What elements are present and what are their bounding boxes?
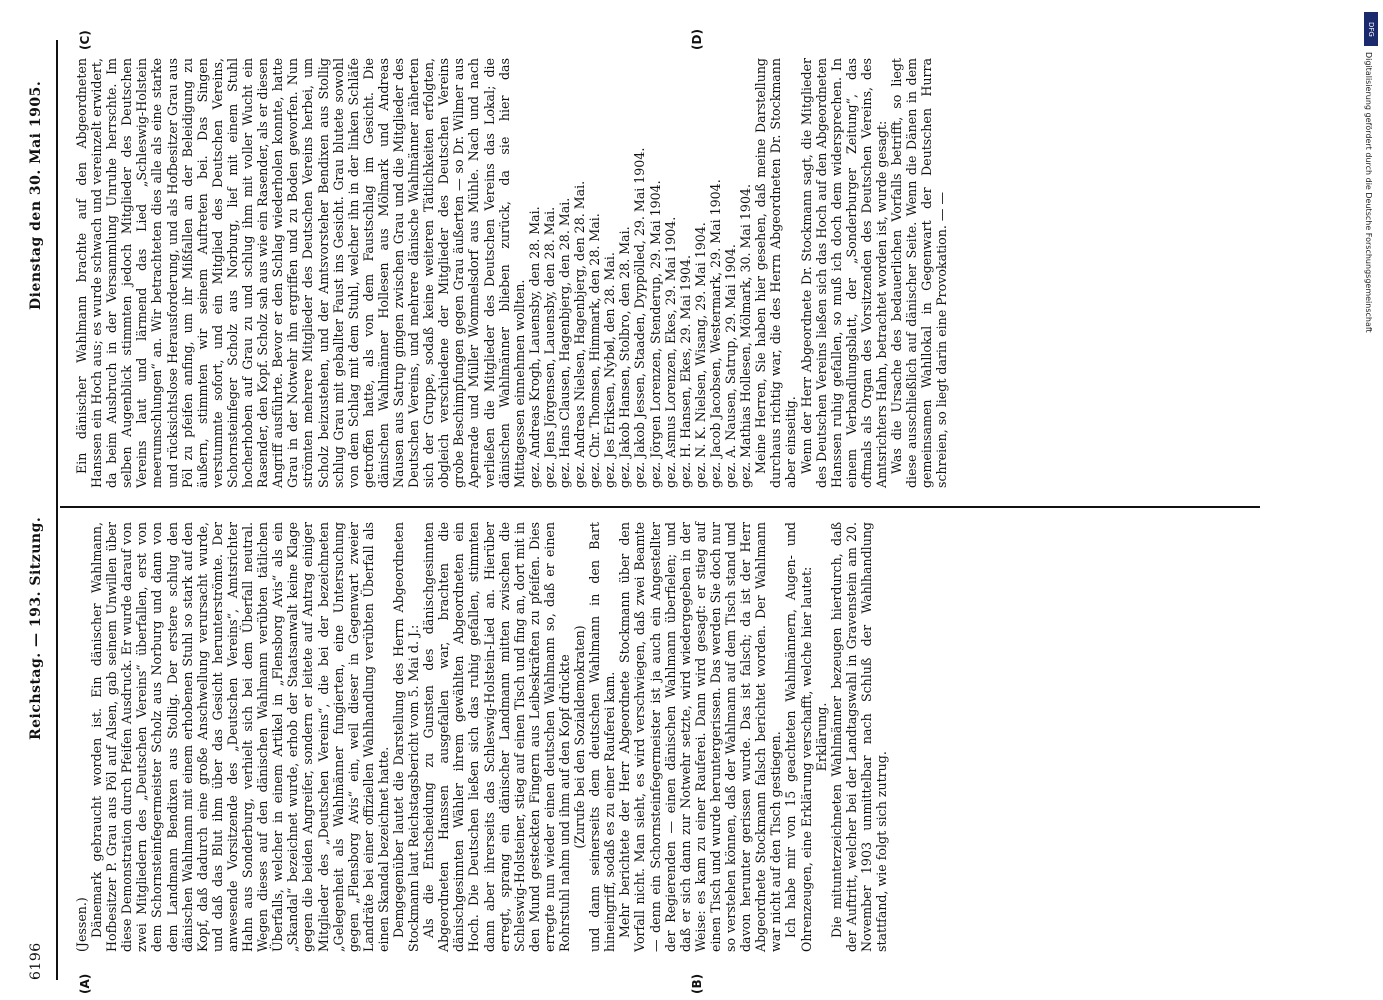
margin-mark-d: (D) [690, 29, 704, 50]
funding-notice [1362, 8, 1382, 998]
margin-mark-a: (A) [78, 973, 92, 994]
signature-line: gez. Jens Jörgensen, Lauensby, den 28. Mai. [541, 206, 557, 488]
column-divider [60, 506, 1260, 508]
right-running-title: Dienstag den 30. Mai 1905. [28, 80, 44, 310]
signature-line: gez. Jakob Hansen, Stolbro, den 28. Mai. [617, 226, 633, 488]
signature-line: gez. Jacob Jacobsen, Westermark, 29. Mai 1904. [707, 179, 723, 488]
left-column [74, 522, 889, 952]
page-number: 6196 [28, 942, 44, 980]
left-paragraph-7: Ich habe mir von 15 geachteten Wahlmännern, Augen- und Ohrenzeugen, eine Erklärung verschafft, welche hier lautet: [783, 522, 814, 952]
left-running-title: Reichstag. — 193. Sitzung. [28, 516, 44, 740]
interjection: (Zurufe bei den Sozialdemokraten) [572, 625, 588, 849]
right-column [74, 58, 949, 488]
signature-line: gez. Andreas Nielsen, Hagenbjerg, den 28. Mai. [572, 180, 588, 488]
dfg-logo: DFG [1364, 12, 1378, 46]
signature-line: gez. Hans Clausen, Hagenbjerg, den 28. Mai. [557, 197, 572, 488]
signature-line: gez. Andreas Krogh, Lauensby, den 28. Mai. [526, 206, 542, 488]
signature-line: gez. A. Nausen, Satrup, 29. Mai 1904. [723, 244, 739, 488]
signature-line: gez. N. K. Nielsen, Wisang, 29. Mai 1904. [692, 222, 708, 488]
margin-mark-b: (B) [690, 973, 704, 994]
left-paragraph-3: Als die Entscheidung zu Gunsten des dänischgesinnten Abgeordneten Hanssen ausgefallen war, brachten die dänischgesinnten Wähler ihrem gewählten Abgeordneten ein Hoch. Die Deutschen ließen sich das ruhig gefallen, stimmten dann aber ihrerseits das Schleswig-Holstein-Lied an. Hierüber erregt, sprang ein dänischer Landmann mitten zwischen die Schleswig-Holsteiner, stieg auf einen Tisch und fing an, dort mit in den Mund gesteckten Fingern aus Leibeskräften zu pfeifen. Dies erregte nun wieder einen deutschen Wahlmann so, daß er einen Rohrstuhl nahm und ihm auf den Kopf drückte [421, 522, 572, 952]
header-rule [56, 40, 58, 980]
left-paragraph-1: Dänemark gebraucht worden ist. Ein dänischer Wahlmann, Hofbesitzer P. Grau aus Pöl auf Alsen, gab seinem Unwillen über diese Demonstration durch Pfeifen Ausdruck. Er wurde darauf von zwei Mitgliedern des „Deutschen Vereins“ überfallen, erst von dem Schornsteinfegermeister Scholz aus Norburg und dann von dem Landmann Bendixen aus Stollig. Der erstere schlug den dänischen Wahlmann mit einem erhobenen Stuhl so stark auf den Kopf, daß dadurch eine große Anschwellung verursacht wurde, und daß das Blut ihm über das Gesicht herunterströmte. Der anwesende Vorsitzende des „Deutschen Vereins“, Amtsrichter Hahn aus Sonderburg, verhielt sich bei dem Überfall neutral. Wegen dieses auf den dänischen Wahlmann verübten tätlichen Überfalls, welcher in einem Artikel in „Flensborg Avis“ als ein „Skandal“ bezeichnet wurde, erhob der Staatsanwalt keine Klage gegen die beiden Angreifer, sondern er leitete auf Antrag einiger Mitglieder des „Deutschen Vereins“, die bei der bezeichneten „Gelegenheit als Wahlmänner fungierten, eine Untersuchung gegen „Flensborg Avis“ ein, weil dieser in Gegenwart zweier Landräte bei einer offiziellen Wahlhandlung verübten Überfall als einen Skandal bezeichnet hatte. [89, 522, 391, 952]
declaration-text: Die mitunterzeichneten Wahlmänner bezeugen hierdurch, daß der Auftritt, welcher bei der Landtagswahl in Gravenstein am 20. November 1903 unmittelbar nach Schluß der Wahlhandlung stattfand, wie folgt sich zutrug. [828, 522, 889, 952]
margin-mark-c: (C) [78, 30, 92, 50]
left-paragraph-2: Demgegenüber lautet die Darstellung des Herrn Abgeordneten Stockmann laut Reichstagsbericht vom 5. Mai d. J.: [390, 522, 422, 952]
signature-line: gez. Jakob Jessen, Staaden, Dyppölled, 29. Mai 1904. [632, 147, 648, 488]
signature-line: gez. Chr. Thomsen, Himmark, den 28. Mai. [587, 213, 603, 488]
declaration-title: Erklärung. [813, 702, 829, 772]
funding-notice-text: Digitalisierung gefördert durch die Deutsche Forschungsgemeinschaft [1364, 52, 1373, 333]
right-paragraph-2: Meine Herren, Sie haben hier gesehen, daß meine Darstellung durchaus richtig war, die des Herrn Abgeordneten Dr. Stockmann aber einseitig. [753, 58, 799, 488]
signature-line: gez. Jörgen Lorenzen, Stenderup, 29. Mai 1904. [647, 180, 663, 488]
signature-line: gez. H. Hansen, Ekes, 29. Mai 1904. [677, 254, 693, 488]
speaker-label: (Jessen.) [74, 897, 89, 952]
right-quote: Was die Ursache des bedauerlichen Vorfalls betrifft, so liegt diese ausschließlich auf dänischer Seite. Wenn die Dänen in dem gemeinsamen Wahllokal in Gegenwart der Deutschen Hurra schreien, so liegt darin eine Provokation. — — [889, 58, 950, 488]
signature-line: gez. Asmus Lorenzen, Ekes, 29. Mai 1904. [662, 216, 678, 488]
signature-line: gez. Jes Eriksen, Nybøl, den 28. Mai. [602, 252, 618, 488]
left-paragraph-6: Mehr berichtete der Herr Abgeordnete Stockmann über den Vorfall nicht. Man sieht, es wird verschwiegen, daß zwei Beamte — denn ein Schornsteinfegermeister ist ja auch ein Angestellter der Regierenden — einen dänischen Wahlmann überfielen; und daß er sich dann zur Notwehr setzte, wird wiedergegeben in der Weise: es kam zu einer Rauferei. Dann wird gesagt: er stieg auf einen Tisch und wurde heruntergerissen. Das werden Sie doch nur so verstehen können, daß der Wahlmann auf dem Tisch stand und davon herunter gerissen wurde. Das ist falsch; da ist der Herr Abgeordnete Stockmann falsch berichtet worden. Der Wahlmann war nicht auf den Tisch gestiegen. [617, 522, 784, 952]
left-paragraph-5: und dann seinerseits dem deutschen Wahlmann in den Bart hineingriff, sodaß es zu einer Rauferei kam. [587, 522, 618, 952]
signature-line: gez. Mathias Hollesen, Mölmark, 30. Mai 1904. [738, 184, 754, 488]
right-paragraph-1: Ein dänischer Wahlmann brachte auf den Abgeordneten Hanssen ein Hoch aus; es wurde schwach und vereinzelt erwidert, da beim Ausbruch in der Versammlung Unruhe herrschte. Im selben Augenblick stimmten jedoch Mitglieder des Deutschen Vereins laut und lärmend das Lied „Schleswig-Holstein meerumschlungen“ an. Wir betrachteten dies alle als eine starke und rücksichtslose Herausforderung, und als Hofbesitzer Grau aus Pöl zu pfeifen anfing, um ihr Mißfallen an der Beleidigung zu äußern, stimmten wir seinem Auftreten bei. Das Singen verstummte sofort, und ein Mitglied des Deutschen Vereins, Schornsteinfeger Scholz aus Norburg, lief mit einem Stuhl hocherhoben auf Grau zu und schlug ihm mit voller Wucht ein Rasender, den Kopf. Scholz sah aus wie ein Rasender, als er diesen Angriff ausführte. Bevor er den Schlag wiederholen konnte, hatte Grau in der Notwehr ihn ergriffen und zu Boden geworfen. Nun strömten mehrere Mitglieder des Deutschen Vereins herbei, um Scholz beizustehen, und der Amtsvorsteher Bendixen aus Stollig schlug Grau mit geballter Faust ins Gesicht. Grau blutete sowohl von dem Schlag mit dem Stuhl, welcher ihn in der linken Schläfe getroffen hatte, als von dem Faustschlag im Gesicht. Die dänischen Wahlmänner Hollesen aus Mölmark und Andreas Nausen aus Satrup gingen zwischen Grau und die Mitglieder des Deutschen Vereins, und mehrere dänische Wahlmänner näherten sich der Gruppe, sodaß keine weiteren Tätlichkeiten erfolgten, obgleich verschiedene der Mitglieder des Deutschen Vereins grobe Beschimpfungen gegen Grau äußerten — so Dr. Wilmer aus Apenrade und Müller Wommelsdorf aus Mühle. Nach und nach verließen die Mitglieder des Deutschen Vereins das Lokal; die dänischen Wahlmänner blieben zurück, da sie hier das Mittagessen einnehmen wollten. [74, 58, 527, 488]
right-paragraph-3: Wenn der Herr Abgeordnete Dr. Stockmann sagt, die Mitglieder des Deutschen Vereins ließen sich das Hoch auf den Abgeordneten Hanssen ruhig gefallen, so muß ich doch dem widersprechen. In einem Verbandlungsblatt, der „Sonderburger Zeitung“, das oftmals als Organ des Vorsitzenden des Deutschen Vereins, des Amtsrichters Hahn, betrachtet worden ist, wurde gesagt: [798, 58, 889, 488]
